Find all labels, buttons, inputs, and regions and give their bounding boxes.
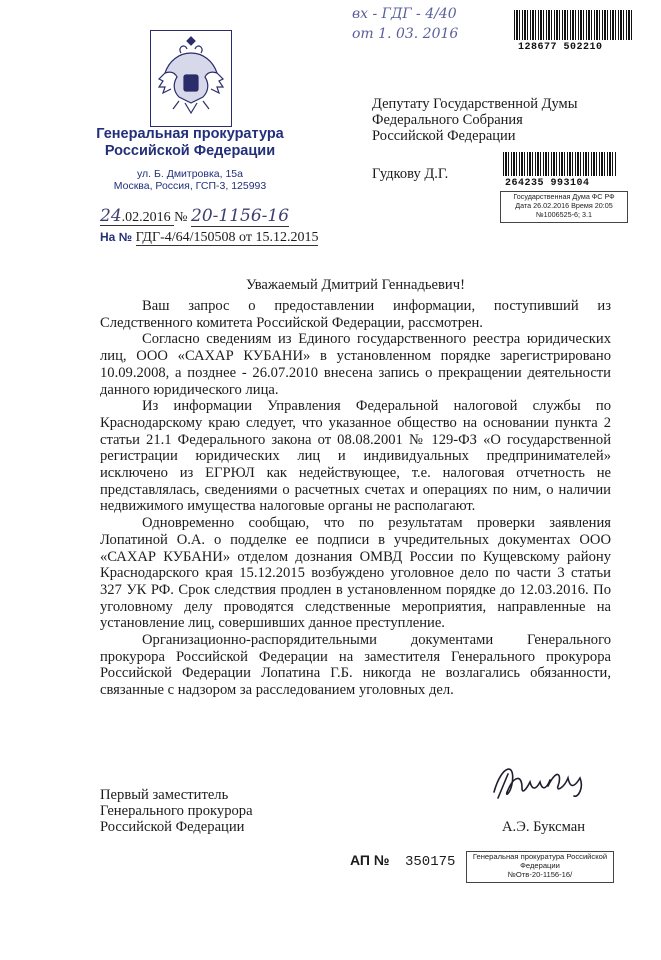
sender-address (85, 168, 295, 192)
letter-body (100, 298, 611, 699)
registration-barcode-number: 264235 993104 (505, 178, 590, 189)
registration-line1: Государственная Дума ФС РФ (513, 192, 615, 201)
registration-line2: Дата 26.02.2016 Время 20:05 (515, 201, 613, 210)
signatory-title-line3: Российской Федерации (100, 819, 245, 835)
incoming-ref-handwritten: вх - ГДГ - 4/40 (352, 6, 457, 22)
signatory-title-line2: Генерального прокурора (100, 803, 253, 819)
sender-org-name (85, 126, 295, 160)
paragraph-5: Организационно-распорядительными документами Генерального прокурора Российской Федерации на заместителя Генерального прокурора Российской Федерации Лопатина Г.Б. никогда не возлагались обязанности, связанные с надзором за расследованием уголовных дел. (100, 632, 611, 699)
state-emblem-icon (150, 30, 232, 127)
top-barcode (514, 10, 632, 40)
incoming-date-handwritten: от 1. 03. 2016 (352, 26, 459, 42)
sender-org-line2: Российской Федерации (104, 143, 276, 159)
outgoing-date-day: 24 (100, 206, 122, 226)
footer-registration-box (466, 851, 614, 883)
paragraph-3: Из информации Управления Федеральной налоговой службы по Краснодарскому краю следует, что указанное общество на основании пункта 2 статьи 21.1 Федерального закона от 08.08.2001 № 129-ФЗ «О государственной регистрации юридических лиц и индивидуальных предпринимателей» исключено из ЕГРЮЛ как недействующее, т.е. налоговая отчетность не представлялась, сведениями о расчетных счетах и операциях по ним, о наличии недвижимого имущества налоговые органы не располагают. (100, 398, 611, 515)
sender-org-line1: Генеральная прокуратура (96, 126, 284, 142)
signatory-title-line1: Первый заместитель (100, 787, 229, 803)
footer-box-line3: №Отв-20-1156-16/ (507, 870, 573, 879)
signatory-title (100, 787, 253, 835)
sender-address-line1: ул. Б. Дмитровка, 15а (137, 168, 243, 180)
paragraph-4: Одновременно сообщаю, что по результатам проверки заявления Лопатиной О.А. о подделке ее подписи в учредительных документах ООО «САХАР КУБАНИ» отделом дознания ОМВД России по Кущевскому району Краснодарского края 15.12.2015 возбуждено уголовное дело по части 3 статьи 327 УК РФ. Срок следствия продлен в установленном порядке до 12.03.2016. По уголовному делу проводятся следственные мероприятия, направленные на установление лиц, совершивших данное преступление. (100, 515, 611, 632)
paragraph-1: Ваш запрос о предоставлении информации, поступивший из Следственного комитета Российской Федерации, рассмотрен. (100, 298, 611, 331)
addressee-line3: Российской Федерации (372, 128, 516, 144)
addressee-line2: Федерального Собрания (372, 112, 523, 128)
footer-box-line2: Федерации (520, 861, 560, 870)
registration-stamp (500, 191, 628, 223)
sender-address-line2: Москва, Россия, ГСП-3, 125993 (113, 180, 267, 192)
signatory-name: А.Э. Буксман (502, 819, 586, 835)
footer-box-line1: Генеральная прокуратура Российской (472, 852, 608, 861)
in-reply-line (100, 230, 318, 246)
paragraph-2: Согласно сведениям из Единого государственного реестра юридических лиц, ООО «САХАР КУБАНИ» в установленном порядке зарегистрировано 10.09.2008, а позднее - 26.07.2010 внесена запись о прекращении деятельности данного юридического лица. (100, 331, 611, 398)
outgoing-date-line (100, 206, 289, 226)
in-reply-ref: ГДГ-4/64/150508 от 15.12.2015 (135, 230, 319, 245)
ap-number: 350175 (405, 854, 456, 870)
registration-barcode (503, 152, 617, 176)
top-barcode-number: 128677 502210 (518, 42, 603, 53)
registration-line3: №1006525-6; 3.1 (535, 210, 593, 219)
addressee-line1: Депутату Государственной Думы (372, 96, 578, 112)
addressee-name: Гудкову Д.Г. (372, 166, 449, 182)
ap-label: АП № (350, 852, 390, 868)
handwritten-signature (488, 752, 608, 808)
outgoing-number: 20-1156-16 (191, 206, 290, 226)
in-reply-label: На № (100, 230, 133, 244)
outgoing-date-rest: .02.2016 (121, 210, 171, 225)
greeting: Уважаемый Дмитрий Геннадьевич! (246, 277, 465, 293)
outgoing-no-label: № (174, 210, 188, 225)
